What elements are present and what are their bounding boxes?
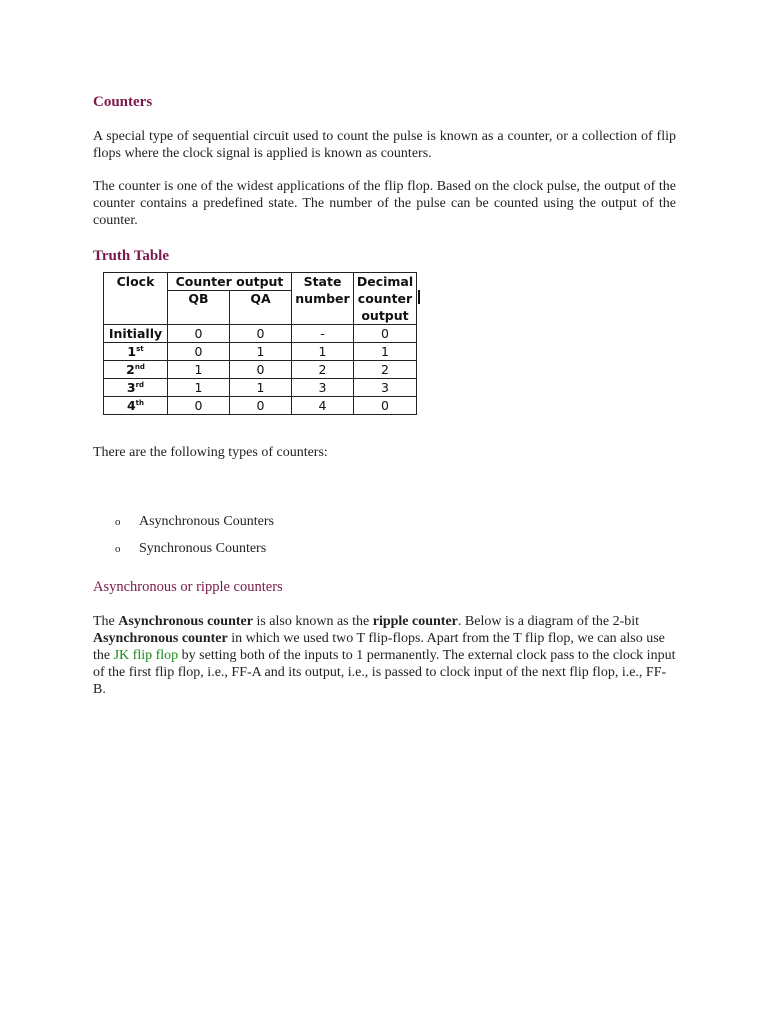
table-row — [104, 397, 417, 415]
types-intro-paragraph: There are the following types of counters: — [93, 445, 328, 460]
truth-table-container — [103, 272, 417, 415]
cell-state: 2 — [292, 361, 354, 379]
description-paragraph: The counter is one of the widest applications of the flip flop. Based on the clock pulse, the output of the counter contains a predefined state. The number of the pulse can be counted using the output of the counter. — [93, 179, 676, 228]
async-paragraph: The Asynchronous counter is also known as the ripple counter. Below is a diagram of the 2-bit Asynchronous counter in which we used two T flip-flops. Apart from the T flip flop, we can also use the JK flip flop by setting both of the inputs to 1 permanently. The external clock pass to the clock input of the first flip flop, i.e., FF-A and its output, i.e., is passed to clock input of the next flip flop, i.e., FF-B. — [93, 614, 676, 697]
cell-clock: 2nd — [104, 361, 168, 379]
list-item-label: Synchronous Counters — [139, 541, 267, 556]
cell-qa: 0 — [230, 397, 292, 415]
cell-clock: 1st — [104, 343, 168, 361]
header-decimal-counter-output: Decimal counter output — [354, 273, 417, 325]
cell-qb: 0 — [168, 325, 230, 343]
cell-decimal: 2 — [354, 361, 417, 379]
cell-state: 4 — [292, 397, 354, 415]
cell-qb: 0 — [168, 397, 230, 415]
header-qb: QB — [168, 291, 230, 325]
bullet-icon: o — [115, 516, 121, 528]
cell-decimal: 1 — [354, 343, 417, 361]
list-item — [115, 541, 274, 568]
table-row — [104, 379, 417, 397]
cell-decimal: 3 — [354, 379, 417, 397]
counter-types-list — [115, 514, 274, 568]
cell-qa: 0 — [230, 325, 292, 343]
list-item — [115, 514, 274, 541]
cell-state: 1 — [292, 343, 354, 361]
header-counter-output: Counter output — [168, 273, 292, 291]
cell-qb: 1 — [168, 379, 230, 397]
truth-table — [103, 272, 417, 415]
truth-table-heading: Truth Table — [93, 248, 170, 264]
cell-clock: 4th — [104, 397, 168, 415]
table-row — [104, 325, 417, 343]
cell-qa: 1 — [230, 379, 292, 397]
list-item-label: Asynchronous Counters — [139, 514, 274, 529]
cell-qa: 1 — [230, 343, 292, 361]
cell-qa: 0 — [230, 361, 292, 379]
cell-state: - — [292, 325, 354, 343]
jk-flip-flop-link[interactable]: JK flip flop — [113, 648, 179, 663]
cell-clock: Initially — [104, 325, 168, 343]
table-header-row — [104, 273, 417, 291]
cell-decimal: 0 — [354, 325, 417, 343]
bullet-icon: o — [115, 543, 121, 555]
cell-qb: 1 — [168, 361, 230, 379]
async-heading: Asynchronous or ripple counters — [93, 579, 283, 595]
cell-decimal: 0 — [354, 397, 417, 415]
header-state-number: State number — [292, 273, 354, 325]
table-row — [104, 361, 417, 379]
section-heading-counters: Counters — [93, 94, 153, 110]
cell-qb: 0 — [168, 343, 230, 361]
header-qa: QA — [230, 291, 292, 325]
header-clock: Clock — [104, 273, 168, 325]
cell-state: 3 — [292, 379, 354, 397]
table-row — [104, 343, 417, 361]
cell-clock: 3rd — [104, 379, 168, 397]
intro-paragraph: A special type of sequential circuit used to count the pulse is known as a counter, or a collection of flip flops where the clock signal is applied is known as counters. — [93, 129, 676, 161]
text-cursor — [418, 290, 420, 304]
